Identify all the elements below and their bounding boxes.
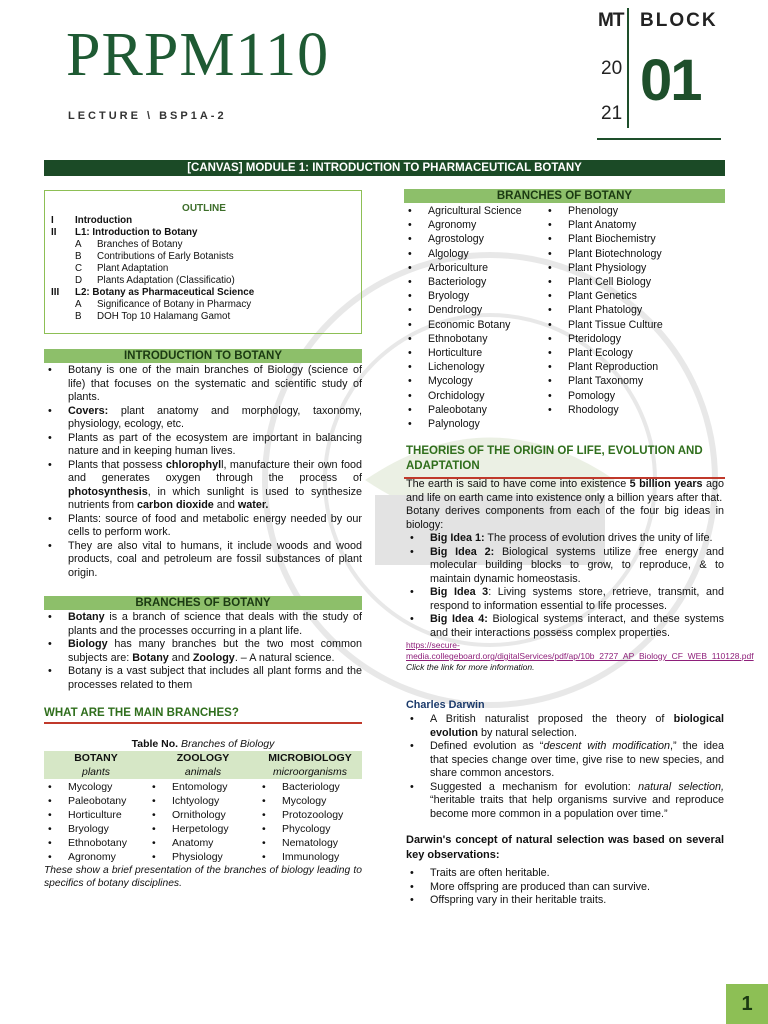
year-top: 20 [601,58,623,79]
big-idea-item: • Big Idea 4: Biological systems interact, and these systems and their interactions possess complex properties. [406,613,724,640]
observation-item: • More offspring are produced than can survive. [406,881,724,895]
intro-bullet: • Plants that possess chlorophyll, manufacture their own food and generates oxygen through the process of photosynthesis, in which sunlight is used to synthesize nutrients from carbon dioxide and water. [44,459,362,513]
darwin-bullet: • Suggested a mechanism for evolution: natural selection, “heritable traits that help organisms survive and reproduce become more common in a population over time.” [406,781,724,822]
table-cell: • Paleobotany [44,794,148,808]
branch-item: • Plant Genetics [544,289,725,303]
outline-box [44,190,362,334]
table-note: These show a brief presentation of the branches of biology leading to specifics of botany disciplines. [44,865,362,889]
branch-item: • Plant Tissue Culture [544,318,725,332]
big-idea-item: • Big Idea 3: Living systems store, retrieve, transmit, and respond to information essential to life processes. [406,586,724,613]
table-cell: • Bryology [44,822,148,836]
branch-bullet: • Botany is a vast subject that includes all plant forms and the processes related to them [44,665,362,692]
table-cell: • Phycology [258,822,362,836]
branch-item: • Pteridology [544,332,725,346]
table-column-title: ZOOLOGY [176,752,230,764]
intro-bullet: • They are also vital to humans, it include woods and wood products, coal and petroleum are fossil substances of plant origin. [44,540,362,581]
block-number: 01 [640,48,701,113]
table-cell: • Bacteriology [258,780,362,794]
table-cell: • Physiology [148,850,258,864]
branch-item: • Plant Physiology [544,261,725,275]
theories-paragraph: Botany derives components from each of the four big ideas in biology: [406,505,724,531]
intro-section [44,364,362,580]
branch-item: • Plant Taxonomy [544,374,725,388]
branch-item: • Agricultural Science [404,204,546,218]
module-title-bar: [CANVAS] MODULE 1: INTRODUCTION TO PHARMACEUTICAL BOTANY [44,160,725,176]
table-cell: • Horticulture [44,808,148,822]
branch-item: • Dendrology [404,303,546,317]
intro-bullet: • Plants as part of the ecosystem are important in balancing nature and in keeping human lives. [44,432,362,459]
outline-number: C [75,263,83,274]
branch-list [404,204,546,431]
outline-item: Plant Adaptation [97,263,169,274]
branches-heading-right: BRANCHES OF BOTANY [404,189,725,203]
table-cell: • Ichtyology [148,794,258,808]
branch-item: • Bryology [404,289,546,303]
outline-number: I [51,215,54,226]
outline-title: OUTLINE [182,203,226,214]
theories-paragraph: The earth is said to have come into existence 5 billion years ago and life on earth came into existence only a billion years after that. [406,478,725,504]
table-caption: Table No. Branches of Biology [131,738,275,750]
big-ideas-list [406,532,724,640]
branch-item: • Plant Biotechnology [544,247,725,261]
darwin-bullet: • A British naturalist proposed the theory of biological evolution by natural selection. [406,713,724,740]
table-column-list [148,780,258,864]
course-title: PRPM110 [66,21,330,89]
outline-item: DOH Top 10 Halamang Gamot [97,311,231,322]
theories-heading: THEORIES OF THE ORIGIN OF LIFE, EVOLUTION AND ADAPTATION [406,445,703,472]
branch-item: • Pomology [544,389,725,403]
table-column-list [258,780,362,864]
branch-item: • Bacteriology [404,275,546,289]
branch-item: • Palynology [404,417,546,431]
observation-item: • Offspring vary in their heritable traits. [406,894,724,908]
big-idea-item: • Big Idea 1: The process of evolution drives the unity of life. [406,532,724,546]
branch-item: • Plant Cell Biology [544,275,725,289]
outline-item: Significance of Botany in Pharmacy [97,299,252,310]
outline-item: Branches of Botany [97,239,183,250]
branch-item: • Agrostology [404,232,546,246]
branch-item: • Lichenology [404,360,546,374]
table-cell: • Ethnobotany [44,836,148,850]
table-cell: • Mycology [258,794,362,808]
darwin-concept: Darwin's concept of natural selection was based on several key observations: [406,834,724,861]
big-idea-item: • Big Idea 2: Biological systems utilize free energy and molecular building blocks to grow, to reproduce, & to maintain dynamic homeostasis. [406,546,724,587]
outline-item: L1: Introduction to Botany [75,227,198,238]
table-cell: • Immunology [258,850,362,864]
table-cell: • Agronomy [44,850,148,864]
year-bottom: 21 [601,103,623,124]
table-cell: • Nematology [258,836,362,850]
intro-heading: INTRODUCTION TO BOTANY [44,349,362,363]
heading-underline [44,722,362,724]
branches-heading-left: BRANCHES OF BOTANY [44,596,362,610]
intro-bullet: • Plants: source of food and metabolic energy needed by our cells to perform work. [44,513,362,540]
branch-list [544,204,725,417]
outline-number: A [75,299,82,310]
branch-item: • Rhodology [544,403,725,417]
darwin-heading: Charles Darwin [406,699,485,711]
branch-item: • Plant Ecology [544,346,725,360]
intro-bullet: • Covers: plant anatomy and morphology, taxonomy, physiology, ecology, etc. [44,405,362,432]
branches-left-section [44,611,362,692]
block-label: BLOCK [640,10,718,31]
outline-number: B [75,251,82,262]
outline-number: A [75,239,82,250]
outline-number: D [75,275,83,286]
collegeboard-link[interactable]: https://secure-media.collegeboard.org/digitalServices/pdf/ap/10b_2727_AP_Biology_CF_WEB_110128.pdf [406,640,754,661]
table-column-subtitle: animals [184,766,222,778]
intro-bullet: • Botany is one of the main branches of Biology (science of life) that focuses on the systematic and scientific study of plants. [44,364,362,405]
table-cell: • Entomology [148,780,258,794]
branch-item: • Algology [404,247,546,261]
observation-item: • Traits are often heritable. [406,867,724,881]
branch-item: • Plant Anatomy [544,218,725,232]
outline-item: L2: Botany as Pharmaceutical Science [75,287,255,298]
header-divider [627,8,629,128]
outline-number: B [75,311,82,322]
table-cell: • Ornithology [148,808,258,822]
lecture-subtitle: LECTURE \ BSP1A-2 [68,110,227,122]
outline-number: III [51,287,60,298]
observations-list [406,867,724,908]
branch-item: • Economic Botany [404,318,546,332]
branch-item: • Ethnobotany [404,332,546,346]
branch-item: • Mycology [404,374,546,388]
table-column-title: BOTANY [74,752,118,764]
darwin-section [406,713,724,908]
branch-item: • Phenology [544,204,725,218]
table-cell: • Protozoology [258,808,362,822]
link-note: Click the link for more information. [406,662,535,672]
branch-bullet: • Botany is a branch of science that deals with the study of plants and the processes occurring in a plant life. [44,611,362,638]
page-number: 1 [726,984,768,1024]
branch-item: • Agronomy [404,218,546,232]
table-cell: • Mycology [44,780,148,794]
table-column-title: MICROBIOLOGY [268,752,352,764]
branch-bullet: • Biology has many branches but the two most common subjects are: Botany and Zoology. – A natural science. [44,638,362,665]
branches-list-col2 [544,204,725,417]
table-column-subtitle: plants [81,766,111,778]
branch-item: • Plant Reproduction [544,360,725,374]
branch-item: • Plant Phatology [544,303,725,317]
table-column-list [44,780,148,864]
branch-item: • Orchidology [404,389,546,403]
branch-item: • Arboriculture [404,261,546,275]
outline-item: Introduction [75,215,133,226]
branch-item: • Plant Biochemistry [544,232,725,246]
table-column-subtitle: microorganisms [272,766,348,778]
branch-item: • Horticulture [404,346,546,360]
header-underline [597,138,721,140]
main-branches-heading: WHAT ARE THE MAIN BRANCHES? [44,707,239,719]
branches-list-col1 [404,204,546,431]
table-cell: • Herpetology [148,822,258,836]
branch-item: • Paleobotany [404,403,546,417]
darwin-bullet: • Defined evolution as “descent with modification,” the idea that species change over time, give rise to new species, and share common ancestors. [406,740,724,781]
table-cell: • Anatomy [148,836,258,850]
theories-section [406,478,754,673]
outline-item: Contributions of Early Botanists [97,251,234,262]
outline-item: Plants Adaptation (Classificatio) [97,275,235,286]
mt-label: MT [598,10,624,31]
outline-number: II [51,227,57,238]
